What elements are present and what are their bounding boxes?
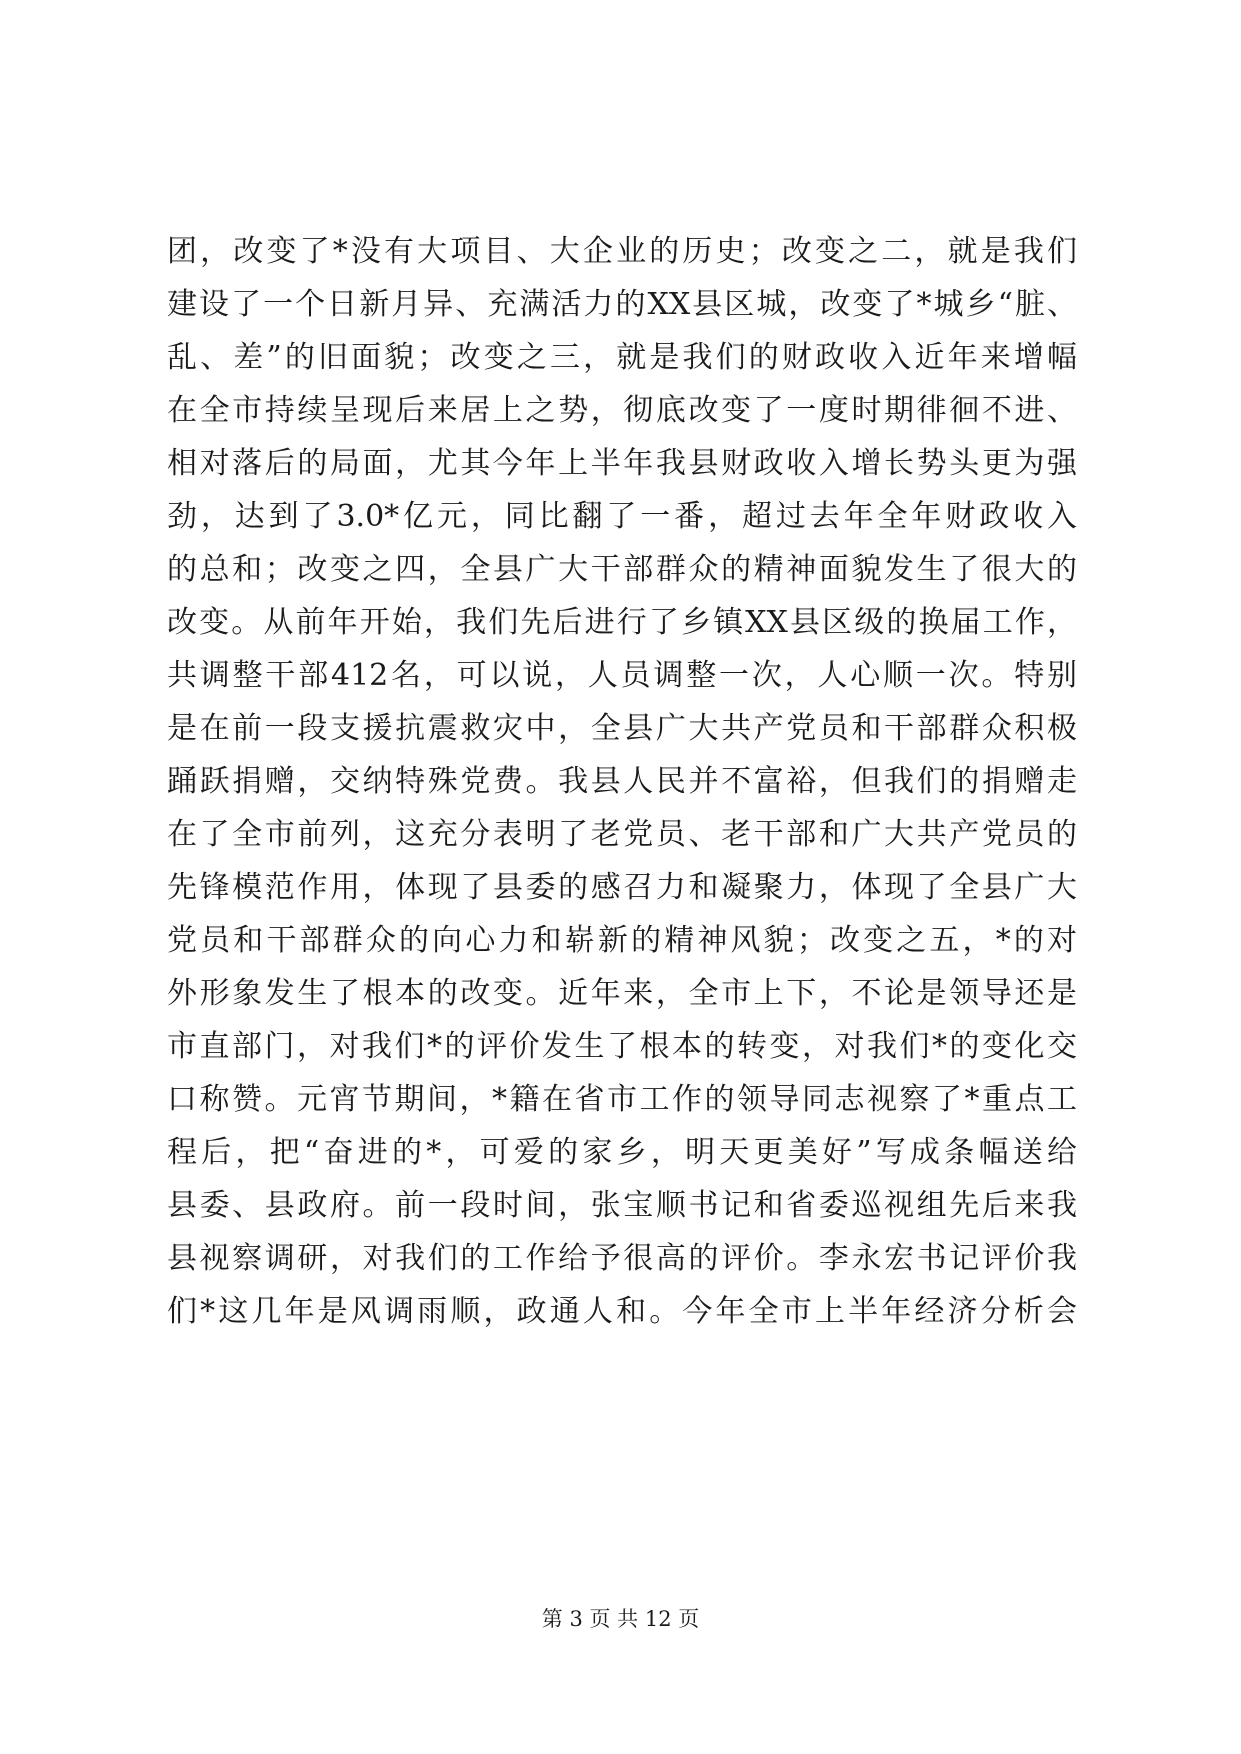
text-line: 建设了一个日新月异、充满活力的XX县区城，改变了*城乡“脏、 [167,287,1077,322]
text-line: 外形象发生了根本的改变。近年来，全市上下，不论是领导还是 [167,976,1077,1011]
text-line: 共调整干部412名，可以说，人员调整一次，人心顺一次。特别 [167,658,1077,693]
text-line: 踊跃捐赠，交纳特殊党费。我县人民并不富裕，但我们的捐赠走 [167,764,1077,799]
text-line: 在全市持续呈现后来居上之势，彻底改变了一度时期徘徊不进、 [167,393,1077,428]
text-line: 在了全市前列，这充分表明了老党员、老干部和广大共产党员的 [167,817,1077,852]
text-line: 改变。从前年开始，我们先后进行了乡镇XX县区级的换届工作， [167,605,1077,640]
text-line: 县委、县政府。前一段时间，张宝顺书记和省委巡视组先后来我 [167,1188,1077,1223]
text-line: 县视察调研，对我们的工作给予很高的评价。李永宏书记评价我 [167,1241,1077,1276]
text-line: 相对落后的局面，尤其今年上半年我县财政收入增长势头更为强 [167,446,1077,481]
text-line: 们*这几年是风调雨顺，政通人和。今年全市上半年经济分析会 [167,1294,1077,1329]
text-line: 团，改变了*没有大项目、大企业的历史；改变之二，就是我们 [167,234,1077,269]
text-line: 党员和干部群众的向心力和崭新的精神风貌；改变之五，*的对 [167,923,1077,958]
text-line: 的总和；改变之四，全县广大干部群众的精神面貌发生了很大的 [167,552,1077,587]
text-line: 先锋模范作用，体现了县委的感召力和凝聚力，体现了全县广大 [167,870,1077,905]
page-number-footer: 第 3 页 共 12 页 [541,1607,700,1631]
text-line: 口称赞。元宵节期间，*籍在省市工作的领导同志视察了*重点工 [167,1082,1077,1117]
text-line: 是在前一段支援抗震救灾中，全县广大共产党员和干部群众积极 [167,711,1077,746]
text-line: 乱、差”的旧面貌；改变之三，就是我们的财政收入近年来增幅 [167,340,1077,375]
text-line: 程后，把“奋进的*，可爱的家乡，明天更美好”写成条幅送给 [167,1135,1077,1170]
text-line: 劲，达到了3.0*亿元，同比翻了一番，超过去年全年财政收入 [167,499,1077,534]
text-line: 市直部门，对我们*的评价发生了根本的转变，对我们*的变化交 [167,1029,1077,1064]
